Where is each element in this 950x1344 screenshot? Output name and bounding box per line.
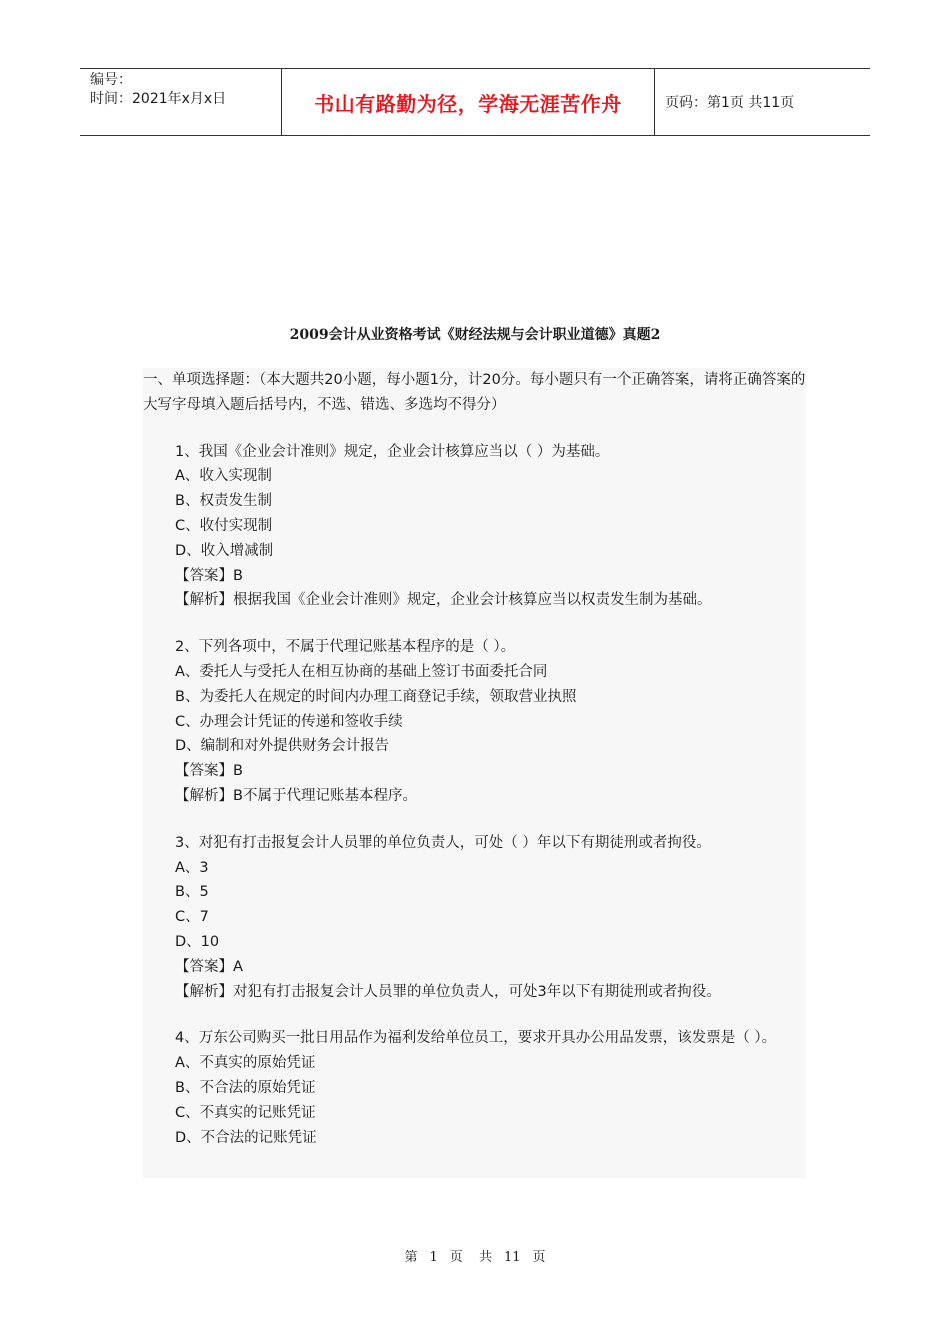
question-stem: 3、对犯有打击报复会计人员罪的单位负责人，可处（ ）年以下有期徒刑或者拘役。 xyxy=(175,834,711,851)
footer-total-unit: 页 xyxy=(532,1250,546,1265)
question-stem: 4、万东公司购买一批日用品作为福利发给单位员工，要求开具办公用品发票，该发票是（ ）。 xyxy=(175,1030,777,1047)
question-stem: 2、下列各项中，不属于代理记账基本程序的是（ ）。 xyxy=(175,639,516,656)
footer-total-number: 11 xyxy=(503,1250,521,1265)
question-2 xyxy=(143,635,806,809)
document-title: 2009会计从业资格考试《财经法规与会计职业道德》真题2 xyxy=(289,327,661,343)
option-d: D、10 xyxy=(175,933,220,950)
option-c: C、收付实现制 xyxy=(175,517,273,534)
option-a: A、委托人与受托人在相互协商的基础上签订书面委托合同 xyxy=(175,663,548,680)
option-b: B、不合法的原始凭证 xyxy=(175,1079,316,1096)
question-3 xyxy=(143,831,806,1005)
answer: 【答案】B xyxy=(175,763,243,780)
option-c: C、7 xyxy=(175,909,209,926)
question-4 xyxy=(143,1026,806,1150)
analysis: 【解析】根据我国《企业会计准则》规定，企业会计核算应当以权责发生制为基础。 xyxy=(175,592,712,609)
option-d: D、编制和对外提供财务会计报告 xyxy=(175,738,390,755)
header-meta xyxy=(80,69,282,135)
page-footer xyxy=(0,1246,950,1265)
page-header xyxy=(80,68,870,136)
question-1 xyxy=(143,440,806,614)
answer: 【答案】B xyxy=(175,567,243,584)
analysis: 【解析】B不属于代理记账基本程序。 xyxy=(175,787,417,804)
document-time-label: 时间：2021年x月x日 xyxy=(90,91,227,107)
header-motto-cell xyxy=(282,69,655,135)
option-b: B、权责发生制 xyxy=(175,493,272,510)
exam-content xyxy=(143,368,806,1178)
footer-page-word: 第 xyxy=(404,1250,418,1265)
option-d: D、不合法的记账凭证 xyxy=(175,1129,317,1146)
answer: 【答案】A xyxy=(175,958,243,975)
option-c: C、不真实的记账凭证 xyxy=(175,1104,316,1121)
option-c: C、办理会计凭证的传递和签收手续 xyxy=(175,713,403,730)
header-page-info: 页码：第1页 共11页 xyxy=(665,95,795,111)
header-motto: 书山有路勤为径，学海无涯苦作舟 xyxy=(314,91,622,116)
option-d: D、收入增减制 xyxy=(175,542,274,559)
footer-page-number: 1 xyxy=(429,1250,438,1265)
question-stem: 1、我国《企业会计准则》规定，企业会计核算应当以（ ）为基础。 xyxy=(175,443,610,460)
section-intro: 一、单项选择题：（本大题共20小题，每小题1分，计20分。每小题只有一个正确答案，请将正确答案的大写字母填入题后括号内，不选、错选、多选均不得分） xyxy=(143,372,806,413)
option-b: B、5 xyxy=(175,884,209,901)
document-number-label: 编号： xyxy=(90,72,132,88)
header-page-info-cell xyxy=(655,69,870,135)
analysis: 【解析】对犯有打击报复会计人员罪的单位负责人，可处3年以下有期徒刑或者拘役。 xyxy=(175,983,721,1000)
footer-page-unit: 页 xyxy=(449,1250,463,1265)
option-b: B、为委托人在规定的时间内办理工商登记手续，领取营业执照 xyxy=(175,688,577,705)
option-a: A、不真实的原始凭证 xyxy=(175,1055,316,1072)
option-a: A、收入实现制 xyxy=(175,468,272,485)
option-a: A、3 xyxy=(175,859,209,876)
footer-total-word: 共 xyxy=(478,1250,492,1265)
